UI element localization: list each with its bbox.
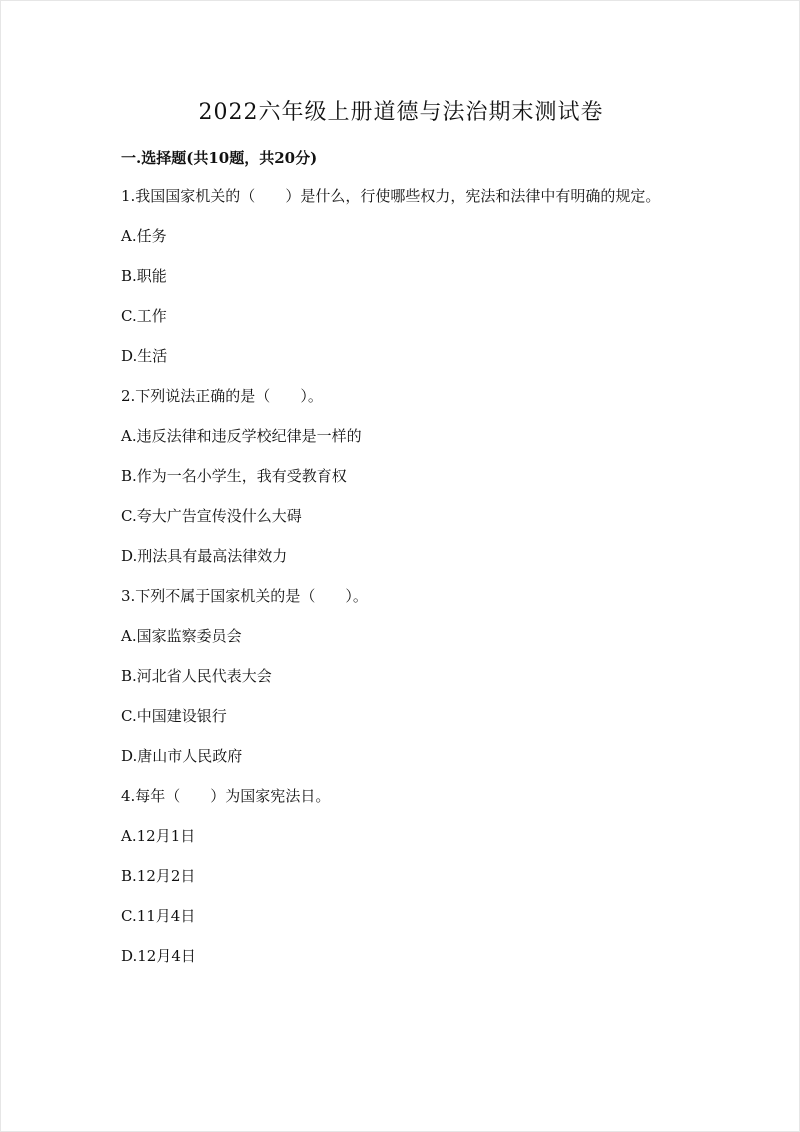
option-c: C.中国建设银行: [121, 707, 227, 725]
option-d: D.12月4日: [121, 947, 196, 965]
option-c: C.夸大广告宣传没什么大碍: [121, 507, 302, 525]
option-c: C.工作: [121, 307, 167, 325]
option-d: D.生活: [121, 347, 168, 365]
option-c: C.11月4日: [121, 907, 196, 925]
question-2: [121, 385, 681, 567]
question-stem: 3.下列不属于国家机关的是（ ）。: [121, 587, 368, 605]
question-stem: 2.下列说法正确的是（ ）。: [121, 387, 323, 405]
question-1: [121, 185, 681, 367]
option-a: A.12月1日: [121, 827, 196, 845]
question-4: [121, 785, 681, 967]
option-b: B.12月2日: [121, 867, 196, 885]
question-stem: 1.我国国家机关的（ ）是什么，行使哪些权力，宪法和法律中有明确的规定。: [121, 187, 661, 205]
option-b: B.职能: [121, 267, 167, 285]
question-list: [121, 185, 681, 985]
option-a: A.国家监察委员会: [121, 627, 242, 645]
option-a: A.任务: [121, 227, 167, 245]
question-3: [121, 585, 681, 767]
section-heading: 一.选择题(共10题，共20分): [121, 149, 318, 167]
question-stem: 4.每年（ ）为国家宪法日。: [121, 787, 331, 805]
option-b: B.河北省人民代表大会: [121, 667, 272, 685]
option-d: D.刑法具有最高法律效力: [121, 547, 288, 565]
option-b: B.作为一名小学生，我有受教育权: [121, 467, 347, 485]
page-title: 2022六年级上册道德与法治期末测试卷: [198, 100, 604, 125]
option-a: A.违反法律和违反学校纪律是一样的: [121, 427, 362, 445]
option-d: D.唐山市人民政府: [121, 747, 243, 765]
